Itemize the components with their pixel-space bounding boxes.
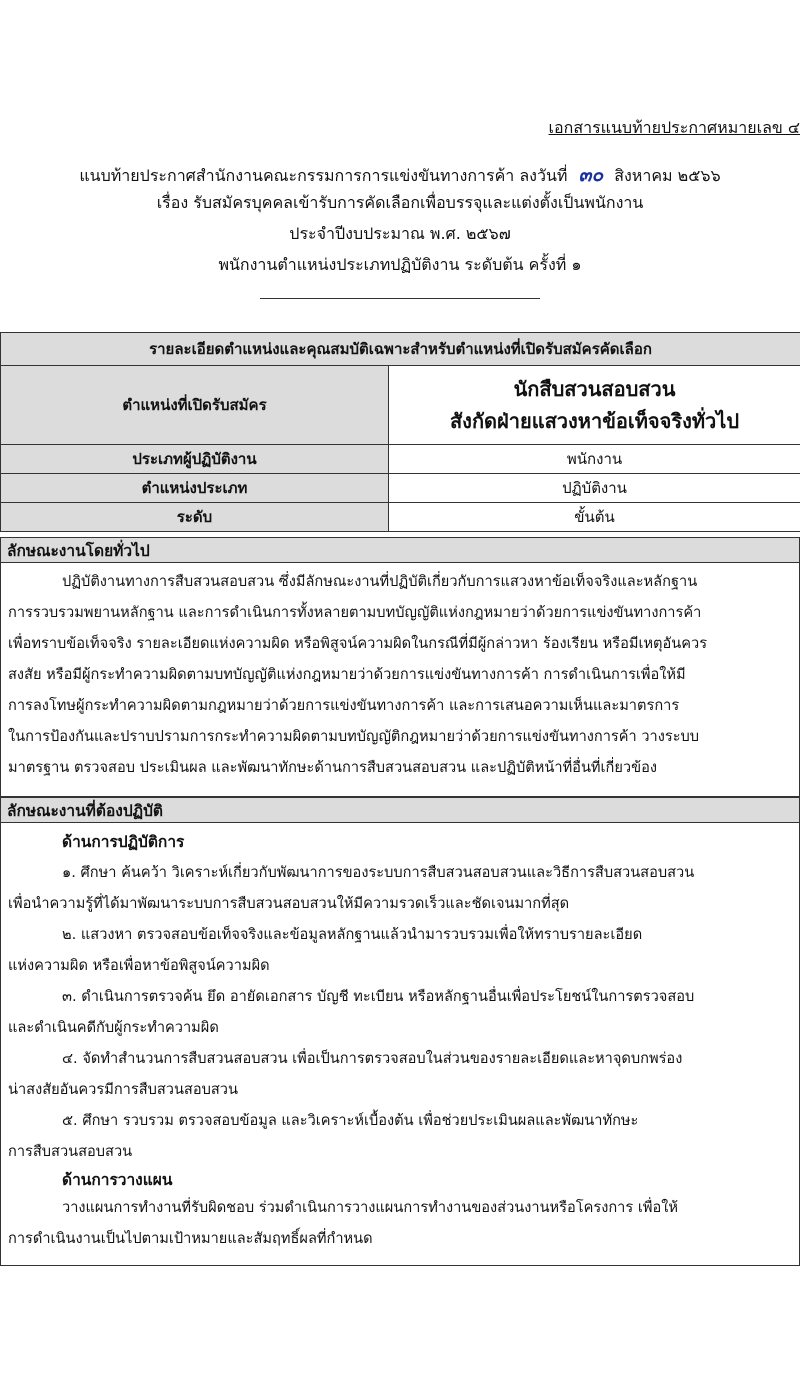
planning-text — [8, 1192, 792, 1254]
handwritten-day: ๓๐ — [578, 164, 604, 186]
announcement-line-4: พนักงานตำแหน่งประเภทปฏิบัติงาน ระดับต้น ครั้งที่ ๑ — [218, 255, 582, 274]
operations-line: ๑. ศึกษา ค้นคว้า วิเคราะห์เกี่ยวกับพัฒนาการของระบบการสืบสวนสอบสวนและวิธีการสืบสวนสอบสวน — [62, 864, 695, 881]
announcement-line-1-text: แนบท้ายประกาศสำนักงานคณะกรรมการการแข่งขันทางการค้า ลงวันที่ — [79, 166, 568, 185]
operations-line: ๒. แสวงหา ตรวจสอบข้อเท็จจริงและข้อมูลหลักฐานแล้วนำมารวบรวมเพื่อให้ทราบรายละเอียด — [62, 926, 643, 943]
operations-text — [8, 857, 792, 1167]
operations-line: ๓. ดำเนินการตรวจค้น ยึด อายัดเอกสาร บัญชี ทะเบียน หรือหลักฐานอื่นเพื่อประโยชน์ในการตรวจสอบ — [62, 988, 695, 1005]
level-label: ระดับ — [1, 503, 389, 532]
position-label: ตำแหน่งที่เปิดรับสมัคร — [1, 366, 389, 445]
announcement-line-1 — [0, 160, 800, 190]
general-line: เพื่อทราบข้อเท็จจริง รายละเอียดแห่งความผิด หรือพิสูจน์ความผิดในกรณีที่มีผู้กล่าวหา ร้องเรียน หรือมีเหตุอันควร — [8, 635, 708, 652]
operations-line: และดำเนินคดีกับผู้กระทำความผิด — [8, 1019, 219, 1036]
attachment-reference: เอกสารแนบท้ายประกาศหมายเลข ๔ — [548, 118, 800, 137]
position-value — [389, 366, 800, 445]
position-type-label: ตำแหน่งประเภท — [1, 474, 389, 503]
position-type-value: ปฏิบัติงาน — [389, 474, 800, 503]
operations-line: แห่งความผิด หรือเพื่อหาข้อพิสูจน์ความผิด — [8, 957, 270, 974]
general-line: ในการป้องกันและปราบปรามการกระทำความผิดตามบทบัญญัติกฎหมายว่าด้วยการแข่งขันทางการค้า วางระบบ — [8, 728, 700, 745]
general-line: สงสัย หรือมีผู้กระทำความผิดตามบทบัญญัติแห่งกฎหมายว่าด้วยการแข่งขันทางการค้า การดำเนินการเพื่อให้มี — [8, 666, 686, 683]
table-title: รายละเอียดตำแหน่งและคุณสมบัติเฉพาะสำหรับตำแหน่งที่เปิดรับสมัครคัดเลือก — [1, 333, 800, 366]
position-division: สังกัดฝ่ายแสวงหาข้อเท็จจริงทั่วไป — [449, 409, 740, 433]
operations-line: การสืบสวนสอบสวน — [8, 1143, 133, 1160]
position-details-table — [0, 332, 800, 532]
staff-type-value: พนักงาน — [389, 445, 800, 474]
announcement-line-2: เรื่อง รับสมัครบุคคลเข้ารับการคัดเลือกเพื่อบรรจุและแต่งตั้งเป็นพนักงาน — [156, 193, 644, 212]
general-line: มาตรฐาน ตรวจสอบ ประเมินผล และพัฒนาทักษะด้านการสืบสวนสอบสวน และปฏิบัติหน้าที่อื่นที่เกี่ยวข้อง — [8, 759, 657, 776]
general-line: ปฏิบัติงานทางการสืบสวนสอบสวน ซึ่งมีลักษณะงานที่ปฏิบัติเกี่ยวกับการแสวงหาข้อเท็จจริงและหลักฐาน — [62, 573, 698, 590]
separator-line — [260, 298, 540, 299]
staff-type-label: ประเภทผู้ปฏิบัติงาน — [1, 445, 389, 474]
announcement-line-1-month: สิงหาคม ๒๕๖๖ — [614, 166, 721, 185]
operations-line: น่าสงสัยอันควรมีการสืบสวนสอบสวน — [8, 1081, 238, 1098]
position-name: นักสืบสวนสอบสวน — [513, 377, 676, 401]
duties-heading: ลักษณะงานที่ต้องปฏิบัติ — [0, 797, 800, 823]
planning-line: วางแผนการทำงานที่รับผิดชอบ ร่วมดำเนินการวางแผนการทำงานของส่วนงานหรือโครงการ เพื่อให้ — [62, 1199, 678, 1216]
operations-heading: ด้านการปฏิบัติการ — [62, 833, 185, 851]
operations-line: ๔. จัดทำสำนวนการสืบสวนสอบสวน เพื่อเป็นการตรวจสอบในส่วนของรายละเอียดและหาจุดบกพร่อง — [62, 1050, 683, 1067]
level-value: ขั้นต้น — [389, 503, 800, 532]
planning-line: การดำเนินงานเป็นไปตามเป้าหมายและสัมฤทธิ์ผลที่กำหนด — [8, 1230, 373, 1247]
operations-line: เพื่อนำความรู้ที่ได้มาพัฒนาระบบการสืบสวนสอบสวนให้มีความรวดเร็วและชัดเจนมากที่สุด — [8, 895, 570, 912]
general-line: การรวบรวมพยานหลักฐาน และการดำเนินการทั้งหลายตามบทบัญญัติแห่งกฎหมายว่าด้วยการแข่งขันทางการค้า — [8, 604, 702, 621]
general-line: การลงโทษผู้กระทำความผิดตามกฎหมายว่าด้วยการแข่งขันทางการค้า และการเสนอความเห็นและมาตรการ — [8, 697, 680, 714]
announcement-line-3: ประจำปีงบประมาณ พ.ศ. ๒๕๖๗ — [289, 224, 511, 243]
general-text — [8, 566, 792, 783]
general-heading: ลักษณะงานโดยทั่วไป — [0, 537, 800, 563]
planning-heading: ด้านการวางแผน — [62, 1171, 173, 1189]
operations-line: ๕. ศึกษา รวบรวม ตรวจสอบข้อมูล และวิเคราะห์เบื้องต้น เพื่อช่วยประเมินผลและพัฒนาทักษะ — [62, 1112, 639, 1129]
